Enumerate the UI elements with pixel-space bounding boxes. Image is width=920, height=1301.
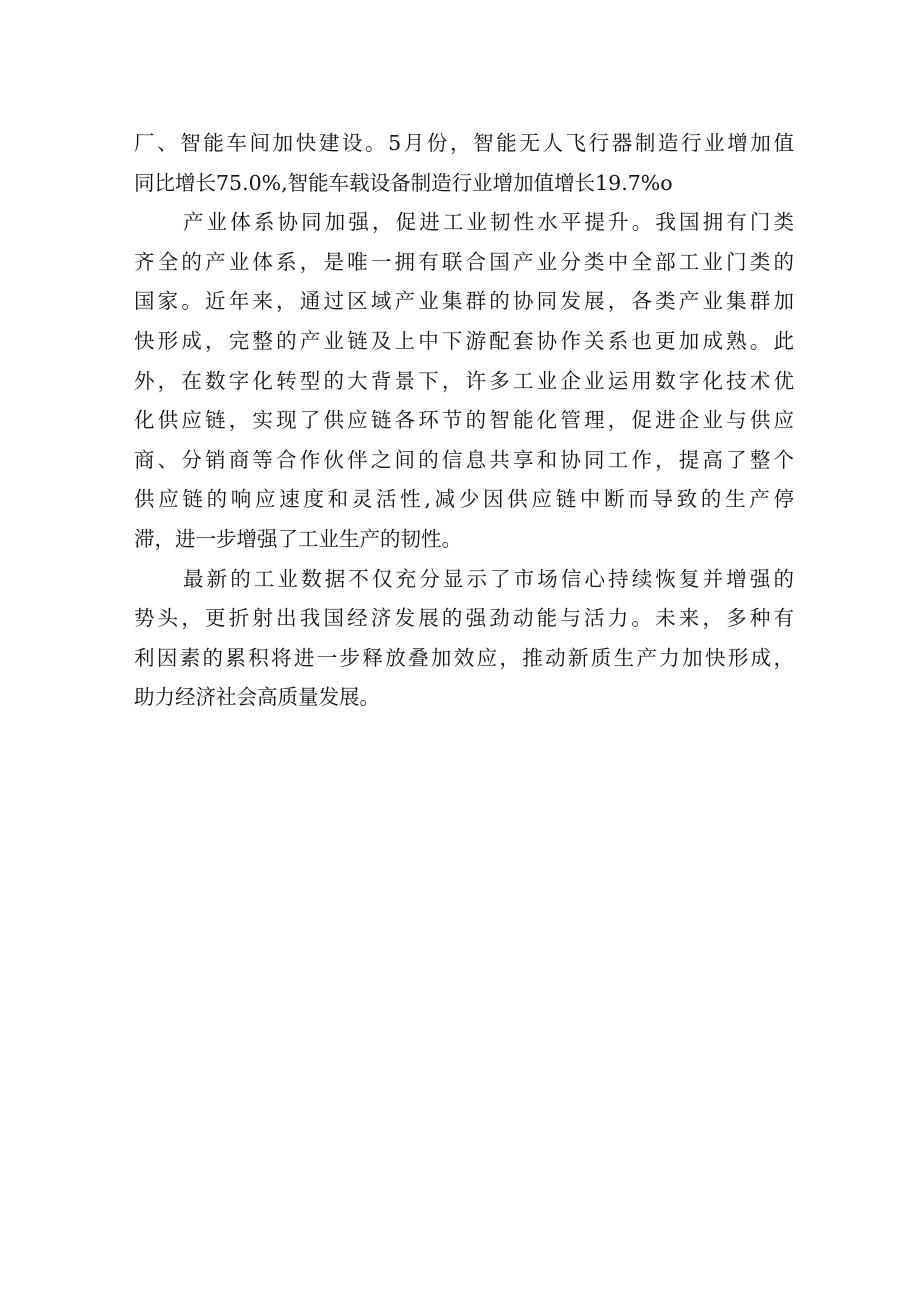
text-line: 产业体系协同加强，促进工业韧性水平提升。我国拥有门类 <box>183 210 794 235</box>
text-line: 助力经济社会高质量发展。 <box>134 685 380 710</box>
text-line: 供应链的响应速度和灵活性,减少因供应链中断而导致的生产停 <box>134 487 794 512</box>
text-line: 快形成，完整的产业链及上中下游配套协作关系也更加成熟。此 <box>134 328 794 353</box>
paragraph-1 <box>134 124 794 203</box>
document-body <box>134 124 794 718</box>
text-line: 滞，进一步增强了工业生产的韧性。 <box>134 526 462 551</box>
text-line: 外，在数字化转型的大背景下，许多工业企业运用数字化技术优 <box>134 368 794 393</box>
text-line: 最新的工业数据不仅充分显示了市场信心持续恢复并增强的 <box>183 566 794 591</box>
text-line: 势头，更折射出我国经济发展的强劲动能与活力。未来，多种有 <box>134 606 794 631</box>
text-line: 利因素的累积将进一步释放叠加效应，推动新质生产力加快形成， <box>134 645 794 670</box>
text-line: 国家。近年来，通过区域产业集群的协同发展，各类产业集群加 <box>134 289 794 314</box>
text-line: 商、分销商等合作伙伴之间的信息共享和协同工作，提高了整个 <box>134 447 794 472</box>
text-line: 化供应链，实现了供应链各环节的智能化管理，促进企业与供应 <box>134 408 794 433</box>
paragraph-2 <box>134 203 794 559</box>
text-line: 同比增长75.0%,智能车载设备制造行业增加值增长19.7%o <box>134 170 673 195</box>
paragraph-3 <box>134 560 794 718</box>
text-line: 齐全的产业体系，是唯一拥有联合国产业分类中全部工业门类的 <box>134 249 794 274</box>
text-line: 厂、智能车间加快建设。5月份，智能无人飞行器制造行业增加值 <box>134 131 794 155</box>
